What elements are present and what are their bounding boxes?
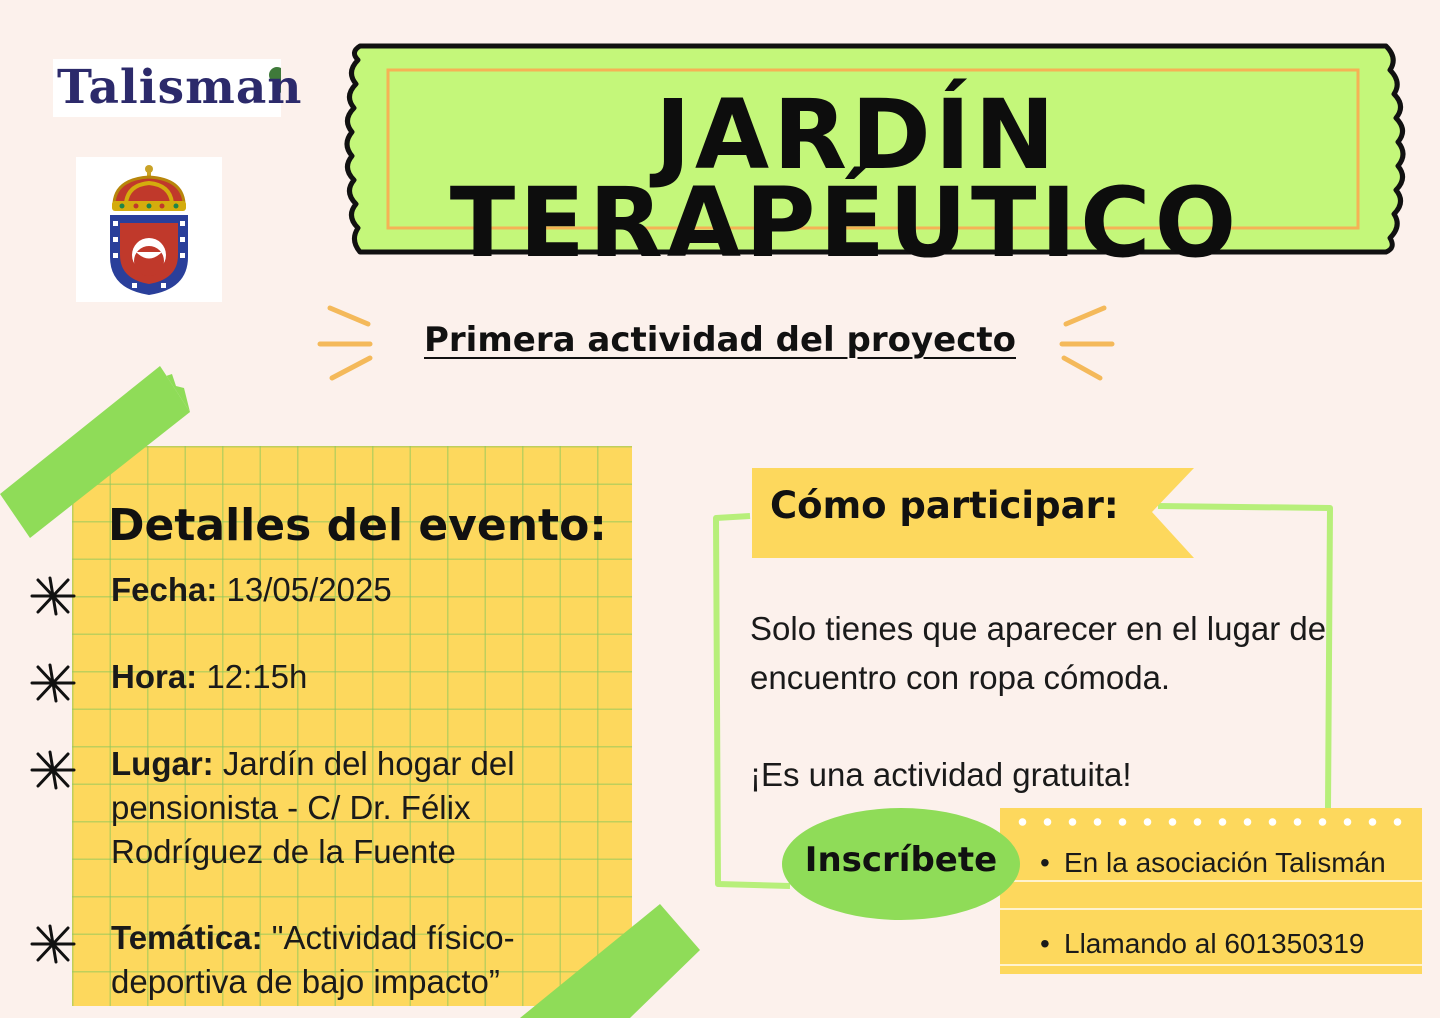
accent-rays-left [312, 300, 382, 390]
detail-date-value: 13/05/2025 [226, 571, 392, 608]
bullet-icon: • [1040, 847, 1050, 878]
participation-title: Cómo participar: [770, 484, 1119, 527]
title-line-2: TERAPÉUTICO [449, 167, 1241, 279]
talisman-logo [53, 59, 303, 117]
divider [1000, 964, 1422, 966]
detail-location [111, 742, 581, 874]
coat-of-arms-logo [76, 157, 222, 302]
title-banner [340, 40, 1410, 279]
detail-theme-label: Temática: [111, 919, 263, 956]
title-line-1: JARDÍN [655, 79, 1059, 191]
detail-theme [111, 916, 611, 1004]
talisman-logo-text: Talisman [57, 60, 303, 115]
subtitle: Primera actividad del proyecto [424, 320, 1016, 360]
free-activity-note: ¡Es una actividad gratuita! [750, 756, 1132, 793]
divider [1000, 908, 1422, 910]
detail-location-value: Jardín del hogar del pensionista - C/ Dr. Félix Rodríguez de la Fuente [111, 745, 515, 870]
asterisk-icon [28, 748, 80, 792]
detail-date-label: Fecha: [111, 571, 218, 608]
signup-option-association-text: En la asociación Talismán [1064, 847, 1386, 878]
asterisk-icon [28, 574, 80, 618]
signup-option-phone-text: Llamando al 601350319 [1064, 928, 1365, 959]
signup-option-association [1040, 845, 1420, 881]
bullet-icon: • [1040, 928, 1050, 959]
crown-icon [112, 165, 186, 211]
detail-time-value: 12:15h [206, 658, 308, 695]
asterisk-icon [28, 922, 80, 966]
signup-option-phone [1040, 926, 1420, 962]
detail-location-label: Lugar: [111, 745, 214, 782]
event-details-heading: Detalles del evento: [108, 500, 607, 551]
detail-theme-value: "Actividad físico-deportiva de bajo impacto” [111, 919, 515, 1000]
detail-date [111, 568, 581, 612]
dotted-border [1010, 818, 1412, 826]
accent-rays-right [1052, 300, 1122, 390]
participation-instructions: Solo tienes que aparecer en el lugar de encuentro con ropa cómoda. [750, 610, 1327, 696]
signup-label: Inscríbete [804, 840, 998, 880]
detail-time-label: Hora: [111, 658, 198, 695]
asterisk-icon [28, 661, 80, 705]
shield-icon [110, 215, 188, 295]
detail-time [111, 655, 581, 699]
